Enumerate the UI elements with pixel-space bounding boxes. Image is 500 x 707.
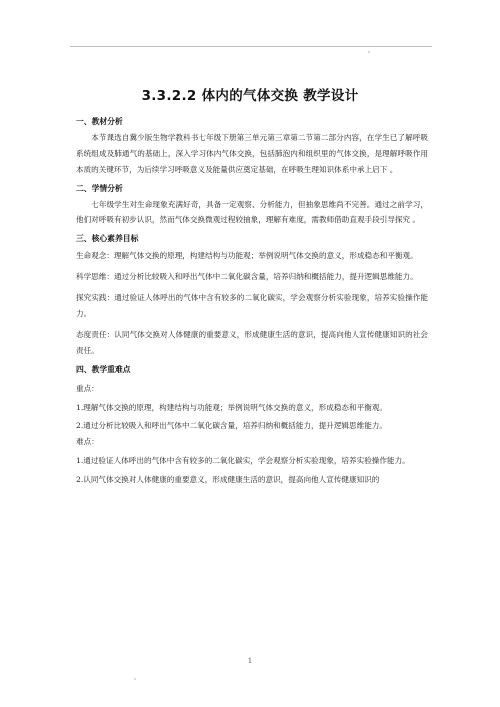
document-body: [76, 111, 428, 488]
goal-item: 探究实践：通过验证人体呼出的气体中含有较多的二氧化碳实，学会观察分析实验现象，培养实验操作能力。: [76, 293, 428, 318]
section-core-literacy-goals: [76, 231, 428, 358]
header-mark: [368, 51, 370, 53]
section-heading: 三、核心素养目标: [76, 234, 139, 244]
section-textbook-analysis: [76, 114, 428, 178]
section-key-difficult-points: [76, 362, 428, 488]
key-point-item: 1.理解气体交换的原理，构建结构与功能观；举例说明气体交换的意义，形成稳态和平衡观。: [76, 402, 387, 412]
section-heading: 四、教学重难点: [76, 364, 131, 374]
footer-mark: [134, 678, 136, 680]
header-rule: [70, 46, 432, 47]
key-points-label: 重点：: [76, 383, 99, 393]
paragraph: 七年级学生对生命现象充满好奇，具备一定观察、分析能力，但抽象思维尚不完善。通过之前学习，他们对呼吸有初步认识，然而气体交换微观过程较抽象，理解有难度，需教师借助直观手段引导探究 。: [76, 199, 428, 225]
difficult-points-label: 难点：: [76, 437, 99, 447]
section-heading: 二、学情分析: [76, 183, 123, 193]
difficult-point-item: 1.通过验证人体呼出的气体中含有较多的二氧化碳实，学会观察分析实验现象，培养实验操作能力。: [76, 456, 410, 466]
difficult-point-item: 2.认同气体交换对人体健康的重要意义，形成健康生活的意识，提高向他人宣传健康知识的: [76, 475, 380, 485]
goal-item: 生命观念：理解气体交换的原理，构建结构与功能观；举例说明气体交换的意义，形成稳态和平衡观。: [76, 251, 418, 261]
goal-item: 态度责任：认同气体交换对人体健康的重要意义，形成健康生活的意识，提高向他人宣传健康知识的社会责任。: [76, 329, 428, 355]
paragraph: 本节课选自冀少版生物学教科书七年级下册第三单元第三章第二节第二部分内容，在学生已了解呼吸系统组成及肺通气的基础上，深入学习体内气体交换，包括肺泡内和组织里的气体交换，是理解呼吸作用本质的关键环节，为后续学习呼吸意义及能量供应奠定基础，在呼吸生理知识体系中承上启下 。: [76, 132, 428, 174]
document-title: 3.3.2.2 体内的气体交换 教学设计: [141, 88, 359, 104]
page-number: 1: [247, 657, 253, 665]
goal-item: 科学思维：通过分析比较吸入和呼出气体中二氧化碳含量，培养归纳和概括能力，提升逻辑思维能力。: [76, 272, 418, 282]
key-point-item: 2.通过分析比较吸入和呼出气体中二氧化碳含量，培养归纳和概括能力，提升逻辑思维能力。: [76, 421, 387, 431]
section-student-analysis: [76, 181, 428, 229]
section-heading: 一、教材分析: [76, 117, 123, 126]
